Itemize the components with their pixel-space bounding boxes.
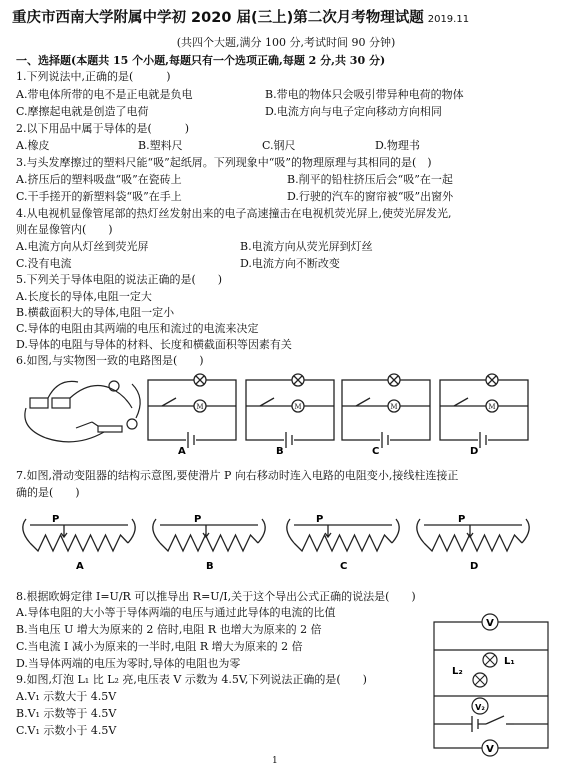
question-5-option-d[interactable]: D.导体的电阻与导体的材料、长度和横截面积等因素有关 [16, 338, 292, 351]
question-8-option-a[interactable]: A.导体电阻的大小等于导体两端的电压与通过此导体的电流的比值 [16, 606, 336, 619]
voltmeter-v1-symbol [482, 614, 498, 630]
question-9-option-a[interactable]: A.V₁ 示数大于 4.5V [16, 690, 117, 703]
lamp-symbol [486, 374, 498, 386]
question-8-stem: 8.根据欧姆定律 I=U/R 可以推导出 R=U/I,关于这个导出公式正确的说法是( ) [16, 590, 416, 603]
rheostat-3 [287, 519, 399, 551]
voltmeter-v-symbol [482, 740, 498, 756]
motor-glyph: M [390, 403, 398, 411]
motor-glyph: M [196, 403, 204, 411]
question-6-figure [16, 368, 556, 458]
question-4-stem: 4.从电视机显像管尾部的热灯丝发射出来的电子高速撞击在电视机荧光屏上,使荧光屏发光, [16, 207, 452, 220]
rheostat-1 [23, 519, 135, 551]
schematic-circuits [148, 374, 528, 448]
question-7-stem: 7.如图,滑动变阻器的结构示意图,要使滑片 P 向右移动时连入电路的电阻变小,接线柱连接正 [16, 469, 459, 482]
battery-symbol [380, 432, 390, 448]
question-1-stem: 1.下列说法中,正确的是( ) [16, 70, 171, 83]
question-3-option-b[interactable]: B.削平的铅柱挤压后会“吸”在一起 [287, 173, 453, 186]
question-9-circuit [428, 612, 554, 760]
question-6-circuits [16, 368, 556, 458]
rheostat-labels [52, 514, 478, 572]
schematic-2 [246, 374, 334, 448]
slider-label: P [316, 514, 324, 525]
question-4-option-d[interactable]: D.电流方向不断改变 [240, 257, 340, 270]
lamp-symbol [292, 374, 304, 386]
question-8-option-c[interactable]: C.当电流 I 减小为原来的一半时,电阻 R 增大为原来的 2 倍 [16, 640, 303, 653]
question-2-option-b[interactable]: B.塑料尺 [138, 139, 183, 152]
schematic-label: A [178, 446, 186, 457]
question-3-option-d[interactable]: D.行驶的汽车的窗帘被“吸”出窗外 [287, 190, 454, 203]
motor-symbol [388, 400, 400, 412]
question-9-stem: 9.如图,灯泡 L₁ 比 L₂ 亮,电压表 V 示数为 4.5V,下列说法正确的是( ) [16, 673, 367, 686]
voltmeter-v-label: V [486, 744, 494, 755]
question-4-option-a[interactable]: A.电流方向从灯丝到荧光屏 [16, 240, 149, 253]
question-3-option-c[interactable]: C.干手搓开的新塑料袋“吸”在手上 [16, 190, 182, 203]
schematic-label: D [470, 446, 479, 457]
question-3-option-a[interactable]: A.挤压后的塑料吸盘“吸”在瓷砖上 [16, 173, 182, 186]
question-4-stem-cont: 则在显像管内( ) [16, 223, 113, 236]
rheostat-2 [153, 519, 265, 551]
motor-symbol [292, 400, 304, 412]
rheostat-label: A [76, 561, 84, 572]
question-7-figure [16, 503, 556, 575]
rheostat-label: D [470, 561, 479, 572]
question-3-stem: 3.与头发摩擦过的塑料尺能“吸”起纸屑。下列现象中“吸”的物理原理与其相同的是( ) [16, 156, 432, 169]
question-8-option-b[interactable]: B.当电压 U 增大为原来的 2 倍时,电阻 R 也增大为原来的 2 倍 [16, 623, 322, 636]
question-5-option-b[interactable]: B.横截面积大的导体,电阻一定小 [16, 306, 175, 319]
rheostat-group [23, 519, 529, 551]
schematic-3 [342, 374, 430, 448]
slider-label: P [52, 514, 60, 525]
page-number: 1 [272, 756, 278, 766]
lamp-l2-label: L₂ [452, 666, 463, 677]
schematic-labels [178, 446, 478, 457]
motor-glyph: M [294, 403, 302, 411]
rheostat-4 [417, 519, 529, 551]
motor-glyph: M [488, 403, 496, 411]
question-4-option-b[interactable]: B.电流方向从荧光屏到灯丝 [240, 240, 373, 253]
lamp-symbol [388, 374, 400, 386]
schematic-label: C [372, 446, 380, 457]
battery-symbol [284, 432, 294, 448]
lamp-l2-symbol [452, 666, 487, 687]
voltmeter-v2-label: V₂ [475, 703, 485, 712]
question-7-stem-cont: 确的是( ) [16, 486, 80, 499]
question-8-option-d[interactable]: D.当导体两端的电压为零时,导体的电阻也为零 [16, 657, 241, 670]
question-9-figure [428, 612, 554, 760]
question-1-option-a[interactable]: A.带电体所带的电不是正电就是负电 [16, 88, 193, 101]
battery-symbol [478, 432, 488, 448]
schematic-4 [440, 374, 528, 448]
switch-symbol [454, 398, 468, 406]
question-1-option-d[interactable]: D.电流方向与电子定向移动方向相同 [265, 105, 442, 118]
battery-switch-symbol [458, 716, 514, 732]
schematic-1 [148, 374, 236, 448]
question-5-stem: 5.下列关于导体电阻的说法正确的是( ) [16, 273, 223, 286]
question-9-option-b[interactable]: B.V₁ 示数等于 4.5V [16, 707, 117, 720]
lamp-symbol [194, 374, 206, 386]
exam-date: 2019.11 [427, 14, 470, 25]
title-text: 重庆市西南大学附属中学初 2020 届(三上)第二次月考物理试题 [12, 10, 424, 26]
lamp-l1-label: L₁ [504, 656, 515, 667]
question-1-option-c[interactable]: C.摩擦起电就是创造了电荷 [16, 105, 149, 118]
rheostat-label: B [206, 561, 214, 572]
schematic-label: B [276, 446, 284, 457]
question-2-stem: 2.以下用品中属于导体的是( ) [16, 122, 190, 135]
voltmeter-v1-label: V [486, 618, 494, 629]
question-2-option-a[interactable]: A.橡皮 [16, 139, 50, 152]
voltmeter-v2-symbol [472, 698, 488, 714]
exam-subtitle: (共四个大题,满分 100 分,考试时间 90 分钟) [176, 36, 396, 49]
exam-title [12, 6, 562, 27]
lamp-l1-symbol [483, 653, 515, 667]
question-2-option-d[interactable]: D.物理书 [375, 139, 420, 152]
question-7-rheostats [16, 503, 556, 575]
section-heading: 一、选择题(本题共 15 个小题,每题只有一个选项正确,每题 2 分,共 30 分) [16, 54, 386, 67]
question-6-stem: 6.如图,与实物图一致的电路图是( ) [16, 354, 204, 367]
switch-symbol [162, 398, 176, 406]
motor-symbol [486, 400, 498, 412]
question-5-option-c[interactable]: C.导体的电阻由其两端的电压和流过的电流来决定 [16, 322, 259, 335]
motor-symbol [194, 400, 206, 412]
question-9-option-c[interactable]: C.V₁ 示数小于 4.5V [16, 724, 117, 737]
rheostat-label: C [340, 561, 348, 572]
question-1-option-b[interactable]: B.带电的物体只会吸引带异种电荷的物体 [265, 88, 464, 101]
question-4-option-c[interactable]: C.没有电流 [16, 257, 72, 270]
slider-label: P [458, 514, 466, 525]
question-5-option-a[interactable]: A.长度长的导体,电阻一定大 [16, 290, 152, 303]
slider-label: P [194, 514, 202, 525]
question-2-option-c[interactable]: C.钢尺 [262, 139, 296, 152]
physical-circuit-drawing [25, 381, 140, 442]
switch-symbol [260, 398, 274, 406]
battery-symbol [186, 432, 196, 448]
switch-symbol [356, 398, 370, 406]
